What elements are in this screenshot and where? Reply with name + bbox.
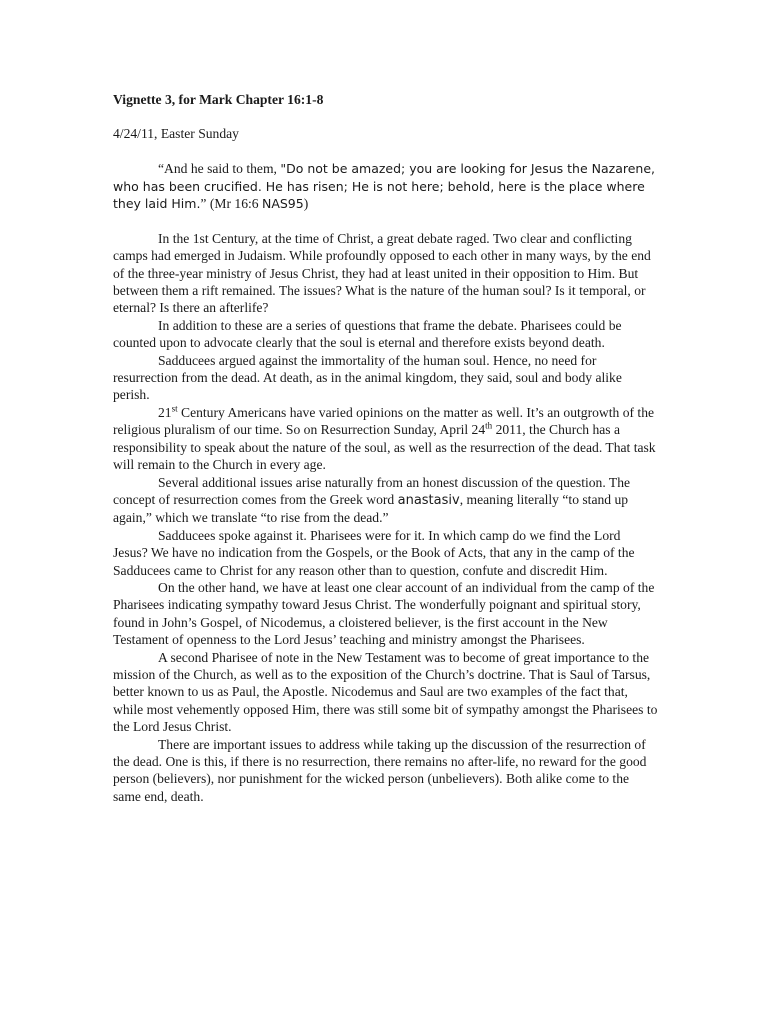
greek-word: anastasiv bbox=[397, 492, 460, 508]
paragraph-5-text-b: , meaning literally “to stand up again,” which we translate “to rise from the dead.” bbox=[113, 491, 629, 526]
ordinal-suffix-st: st bbox=[171, 403, 178, 414]
century-number: 21 bbox=[158, 404, 172, 420]
document-title: Vignette 3, for Mark Chapter 16:1-8 bbox=[113, 92, 324, 107]
ordinal-suffix-th: th bbox=[485, 420, 493, 431]
quote-version: NAS95 bbox=[261, 196, 304, 212]
paragraph-6: Sadducees spoke against it. Pharisees were for it. In which camp do we find the Lord Jesus? We have no indication from the Gospels, or the Book of Acts, that any in the camp of the Sadducees came to Christ for any reason other than to question, confute and discredit Him. bbox=[113, 527, 635, 578]
paragraph-8: A second Pharisee of note in the New Testament was to become of great importance to the mission of the Church, as well as to the exposition of the Church’s doctrine. That is Saul of Tarsus, better known to us as Paul, the Apostle. Nicodemus and Saul are two examples of the fact that, while most vehemently opposed Him, there was still some bit of sympathy amongst the Pharisees to the Lord Jesus Christ. bbox=[113, 649, 658, 735]
document-page bbox=[113, 91, 658, 805]
paragraph-3: Sadducees argued against the immortality of the human soul. Hence, no need for resurrection from the dead. At death, as in the animal kingdom, they said, soul and body alike perish. bbox=[113, 352, 622, 403]
date-line: 4/24/11, Easter Sunday bbox=[113, 126, 239, 142]
paragraph-4-text-a: Century Americans have varied opinions on the matter as well. It’s an outgrowth of the religious pluralism of our time. So on Resurrection Sunday, April 24 bbox=[113, 404, 655, 438]
paragraph-5 bbox=[113, 474, 658, 527]
paragraph-4 bbox=[113, 404, 658, 474]
paragraph-1: In the 1st Century, at the time of Christ, a great debate raged. Two clear and conflicting camps had emerged in Judaism. While profoundly opposed to each other in many ways, by the end of the three-year ministry of Jesus Christ, they had at least united in their opposition to Him. But between them a rift remained. The issues? What is the nature of the human soul? Is it temporal, or eternal? Is there an afterlife? bbox=[113, 230, 651, 316]
paragraph-5-text-a: Several additional issues arise naturally from an honest discussion of the question. The concept of resurrection comes from the Greek word bbox=[113, 474, 631, 507]
paragraph-7: On the other hand, we have at least one clear account of an individual from the camp of the Pharisees indicating sympathy toward Jesus Christ. The wonderfully poignant and spiritual story, found in John’s Gospel, of Nicodemus, a cloistered believer, is the first account in the New Testament of openness to the Lord Jesus’ teaching and ministry amongst the Pharisees. bbox=[113, 579, 655, 648]
paragraph-9: There are important issues to address while taking up the discussion of the resurrection of the dead. One is this, if there is no resurrection, there remains no after-life, no reward for the good person (believers), nor punishment for the wicked person (unbelievers). Both alike come to the same end, death. bbox=[113, 736, 647, 804]
quote-body: "Do not be amazed; you are looking for Jesus the Nazarene, who has been crucified. He has risen; He is not here; behold, here is the place where they laid Him. bbox=[113, 161, 655, 212]
quote-close: ) bbox=[303, 196, 309, 212]
quote-reference: ” (Mr 16:6 bbox=[200, 196, 262, 212]
quote-open: “And he said to them, bbox=[158, 161, 281, 177]
paragraph-2: In addition to these are a series of questions that frame the debate. Pharisees could be counted upon to advocate clearly that the soul is eternal and therefore exists beyond death. bbox=[113, 317, 622, 351]
paragraph-4-text-b: 2011, the Church has a responsibility to speak about the nature of the soul, as well as the resurrection of the dead. That task will remain to the Church in every age. bbox=[113, 422, 656, 473]
scripture-quote bbox=[113, 160, 658, 212]
